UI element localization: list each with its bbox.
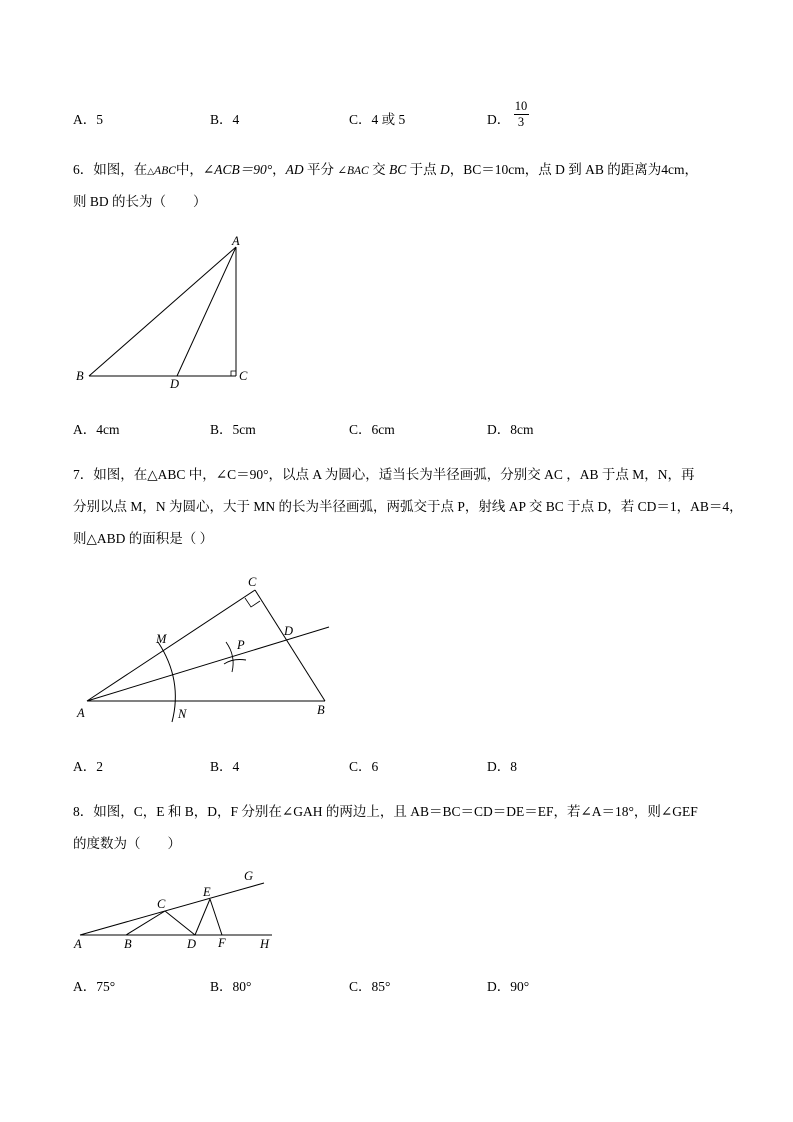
q8-label-e: E [203, 885, 211, 899]
q8-segment-de [195, 899, 210, 935]
q7-label-d: D [284, 624, 294, 638]
fraction-numerator: 10 [514, 99, 528, 113]
q6-label-b: B [76, 369, 84, 383]
q7-option-a: A．2 [73, 759, 103, 774]
q7-stem-line-2: 分别以点 M，N 为圆心，大于 MN 的长为半径画弧，两弧交于点 P，射线 AP 交 BC 于点 D，若 CD＝1，AB＝4， [73, 499, 743, 514]
q8-label-b: B [124, 937, 132, 951]
q6-label-a: A [232, 234, 240, 248]
q7-label-n: N [178, 707, 187, 721]
q8-label-h: H [260, 937, 270, 951]
q5-option-c: C．4 或 5 [349, 112, 406, 127]
q7-stem-line-3: 则△ABD 的面积是（ ） [73, 531, 214, 546]
q8-label-f: F [218, 936, 226, 950]
q7-label-c: C [248, 575, 257, 589]
q7-option-d: D．8 [487, 759, 517, 774]
q6-abc: ABC [154, 165, 176, 177]
q6-bc-length: BC＝10cm [463, 162, 525, 177]
q6-bc: BC [388, 162, 407, 177]
q6-label-c: C [239, 369, 248, 383]
q5-option-a: A．5 [73, 112, 103, 127]
q6-d: D [440, 162, 450, 177]
q6-option-d: D．8cm [487, 422, 534, 437]
q7-option-b: B．4 [210, 759, 240, 774]
q8-segment-bc [126, 911, 165, 935]
q6-stem-line-2: 则 BD 的长为（ ） [73, 194, 207, 209]
q8-segment-ef [210, 899, 222, 935]
q6-option-c: C．6cm [349, 422, 395, 437]
q7-label-m: M [156, 632, 167, 646]
q7-option-c: C．6 [349, 759, 379, 774]
q8-label-c: C [157, 897, 166, 911]
q6-option-a: A．4cm [73, 422, 120, 437]
q6-text: 中， [175, 162, 203, 177]
q8-label-d: D [187, 937, 197, 951]
q6-text: ， [272, 162, 286, 177]
q7-label-p: P [237, 638, 245, 652]
q6-ad: AD [285, 162, 304, 177]
q8-option-b: B．80° [210, 979, 252, 994]
q6-text: ，点 D 到 AB 的距离为4cm， [524, 162, 699, 177]
q6-label-d: D [170, 377, 180, 391]
q6-text: 平分 [303, 162, 338, 177]
q6-text: 交 [368, 162, 389, 177]
q5-option-d-label: D． [487, 112, 511, 127]
q8-stem-line-2: 的度数为（ ） [73, 836, 181, 851]
q8-stem-line-1: 8．如图，C，E 和 B，D，F 分别在∠GAH 的两边上，且 AB＝BC＝CD＝DE＝EF，若∠A＝18°，则∠GEF [73, 804, 698, 819]
q7-label-a: A [77, 706, 85, 720]
q7-stem-line-1: 7．如图，在△ABC 中，∠C＝90°，以点 A 为圆心，适当长为半径画弧，分别交 AC ，AB 于点 M，N，再 [73, 467, 695, 482]
q6-text: 6．如图，在 [73, 162, 148, 177]
q6-text: ， [449, 162, 464, 177]
q8-option-c: C．85° [349, 979, 391, 994]
q5-option-b: B．4 [210, 112, 240, 127]
q8-label-a: A [74, 937, 82, 951]
q8-option-d: D．90° [487, 979, 530, 994]
q6-option-b: B．5cm [210, 422, 256, 437]
q8-option-a: A．75° [73, 979, 116, 994]
q6-angle: ∠ACB＝90° [202, 162, 273, 177]
q7-label-b: B [317, 703, 325, 717]
q6-triangle-symbol: △ [147, 166, 155, 176]
q6-bac: ∠BAC [337, 165, 369, 177]
q6-text: 于点 [406, 162, 440, 177]
q8-segment-cd [165, 911, 195, 935]
q8-ray-ag [80, 883, 264, 935]
q8-label-g: G [244, 869, 254, 883]
fraction-denominator: 3 [517, 115, 525, 129]
